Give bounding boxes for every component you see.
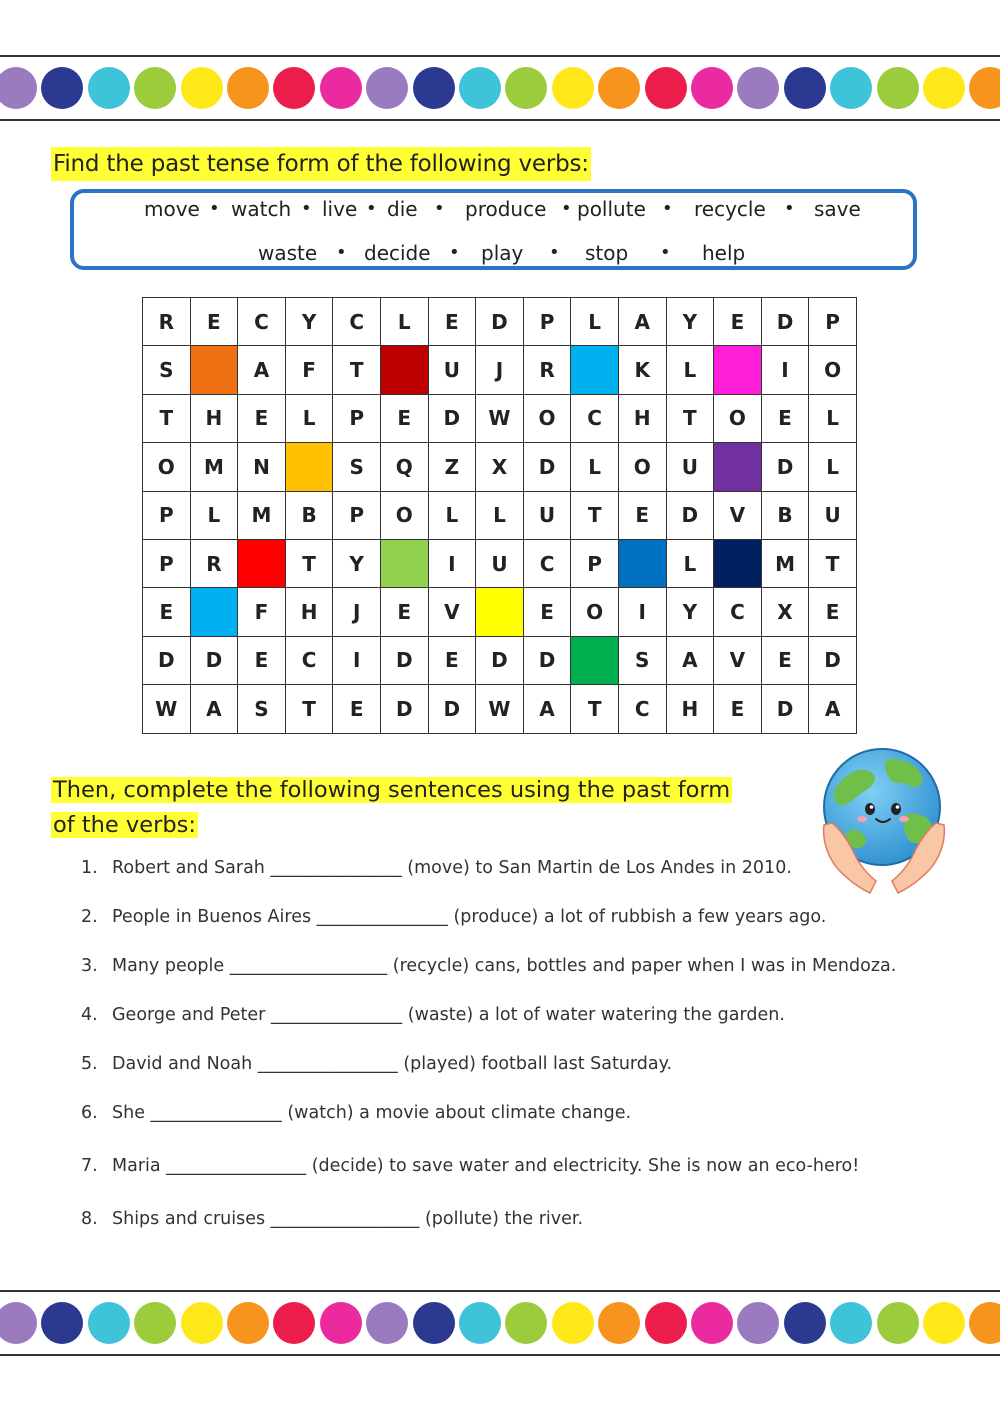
verb: stop — [585, 241, 629, 265]
grid-letter-cell[interactable]: A — [523, 685, 571, 733]
decorative-dot — [41, 67, 83, 109]
grid-letter-cell[interactable]: W — [476, 685, 524, 733]
grid-letter-cell[interactable]: D — [761, 298, 809, 346]
grid-letter-cell[interactable]: T — [571, 685, 619, 733]
bullet-separator: • — [366, 198, 377, 219]
decorative-dot — [134, 1302, 176, 1344]
grid-letter-cell[interactable]: W — [476, 394, 524, 442]
grid-color-cell[interactable] — [380, 346, 428, 394]
grid-letter-cell[interactable]: E — [380, 394, 428, 442]
grid-letter-cell[interactable]: C — [238, 298, 286, 346]
find-heading: Find the past tense form of the following verbs: — [51, 147, 591, 181]
sentence-item: 3. Many people __________________ (recycle) cans, bottles and paper when I was in Mendoza. — [81, 956, 897, 976]
grid-letter-cell[interactable]: E — [761, 394, 809, 442]
decorative-dot — [830, 1302, 872, 1344]
verb: move — [144, 197, 200, 221]
bullet-separator: • — [662, 198, 673, 219]
decorative-dot — [552, 1302, 594, 1344]
grid-letter-cell[interactable]: P — [333, 491, 381, 539]
grid-letter-cell[interactable]: W — [143, 685, 191, 733]
decorative-dot — [181, 1302, 223, 1344]
grid-letter-cell[interactable]: P — [143, 539, 191, 587]
top-dot-border — [0, 55, 1000, 121]
grid-letter-cell[interactable]: E — [714, 298, 762, 346]
grid-color-cell[interactable] — [714, 443, 762, 491]
sentence-item: 1. Robert and Sarah _______________ (move) to San Martin de Los Andes in 2010. — [81, 858, 792, 878]
decorative-dot — [0, 1302, 37, 1344]
grid-letter-cell[interactable]: S — [238, 685, 286, 733]
decorative-dot — [413, 1302, 455, 1344]
verb: decide — [364, 241, 431, 265]
grid-letter-cell[interactable]: C — [523, 539, 571, 587]
grid-letter-cell[interactable]: T — [285, 539, 333, 587]
grid-letter-cell[interactable]: U — [809, 491, 857, 539]
decorative-dot — [923, 1302, 965, 1344]
grid-letter-cell[interactable]: D — [666, 491, 714, 539]
grid-color-cell[interactable] — [380, 539, 428, 587]
grid-letter-cell[interactable]: O — [380, 491, 428, 539]
word-search-grid — [142, 297, 857, 734]
grid-row — [143, 394, 857, 442]
grid-letter-cell[interactable]: F — [238, 588, 286, 636]
decorative-dot — [923, 67, 965, 109]
bullet-separator: • — [784, 198, 795, 219]
grid-color-cell[interactable] — [571, 346, 619, 394]
grid-letter-cell[interactable]: H — [666, 685, 714, 733]
decorative-dot — [737, 1302, 779, 1344]
grid-letter-cell[interactable]: E — [761, 636, 809, 684]
decorative-dot — [366, 67, 408, 109]
decorative-dot — [459, 67, 501, 109]
bullet-separator: • — [336, 242, 347, 263]
grid-letter-cell[interactable]: A — [238, 346, 286, 394]
grid-letter-cell[interactable]: C — [285, 636, 333, 684]
grid-row — [143, 685, 857, 733]
grid-letter-cell[interactable]: O — [714, 394, 762, 442]
decorative-dot — [877, 67, 919, 109]
grid-letter-cell[interactable]: P — [571, 539, 619, 587]
grid-letter-cell[interactable]: L — [190, 491, 238, 539]
grid-letter-cell[interactable]: C — [571, 394, 619, 442]
grid-letter-cell[interactable]: A — [618, 298, 666, 346]
bullet-separator: • — [561, 198, 572, 219]
grid-letter-cell[interactable]: E — [238, 636, 286, 684]
grid-letter-cell[interactable]: Y — [333, 539, 381, 587]
decorative-dot — [88, 67, 130, 109]
decorative-dot — [784, 67, 826, 109]
grid-letter-cell[interactable]: D — [190, 636, 238, 684]
grid-letter-cell[interactable]: A — [666, 636, 714, 684]
grid-letter-cell[interactable]: Q — [380, 443, 428, 491]
grid-letter-cell[interactable]: C — [333, 298, 381, 346]
grid-letter-cell[interactable]: L — [380, 298, 428, 346]
decorative-dot — [691, 67, 733, 109]
grid-letter-cell[interactable]: O — [618, 443, 666, 491]
decorative-dot — [552, 67, 594, 109]
grid-color-cell[interactable] — [714, 346, 762, 394]
grid-letter-cell[interactable]: D — [380, 636, 428, 684]
grid-letter-cell[interactable]: C — [618, 685, 666, 733]
grid-letter-cell[interactable]: L — [428, 491, 476, 539]
grid-row — [143, 636, 857, 684]
bullet-separator: • — [209, 198, 220, 219]
grid-letter-cell[interactable]: V — [714, 491, 762, 539]
grid-color-cell[interactable] — [618, 539, 666, 587]
grid-letter-cell[interactable]: E — [428, 298, 476, 346]
grid-letter-cell[interactable]: O — [143, 443, 191, 491]
grid-letter-cell[interactable]: D — [143, 636, 191, 684]
sentence-item: 4. George and Peter _______________ (waste) a lot of water watering the garden. — [81, 1005, 785, 1025]
grid-letter-cell[interactable]: A — [809, 685, 857, 733]
sentence-item: 8. Ships and cruises _________________ (pollute) the river. — [81, 1209, 584, 1229]
decorative-dot — [645, 67, 687, 109]
grid-letter-cell[interactable]: R — [190, 539, 238, 587]
grid-letter-cell[interactable]: I — [333, 636, 381, 684]
verb: produce — [465, 197, 547, 221]
grid-letter-cell[interactable]: S — [618, 636, 666, 684]
grid-letter-cell[interactable]: D — [428, 685, 476, 733]
grid-letter-cell[interactable]: E — [618, 491, 666, 539]
verb: play — [481, 241, 524, 265]
verb: pollute — [577, 197, 646, 221]
decorative-dot — [413, 67, 455, 109]
grid-letter-cell[interactable]: U — [666, 443, 714, 491]
decorative-dot — [320, 67, 362, 109]
grid-letter-cell[interactable]: L — [809, 443, 857, 491]
grid-letter-cell[interactable]: Y — [285, 298, 333, 346]
grid-letter-cell[interactable]: S — [333, 443, 381, 491]
grid-color-cell[interactable] — [476, 588, 524, 636]
grid-color-cell[interactable] — [285, 443, 333, 491]
decorative-dot — [598, 67, 640, 109]
grid-letter-cell[interactable]: L — [571, 443, 619, 491]
grid-letter-cell[interactable]: E — [523, 588, 571, 636]
decorative-dot — [88, 1302, 130, 1344]
grid-letter-cell[interactable]: I — [428, 539, 476, 587]
grid-letter-cell[interactable]: L — [666, 539, 714, 587]
grid-letter-cell[interactable]: T — [571, 491, 619, 539]
grid-letter-cell[interactable]: P — [333, 394, 381, 442]
grid-letter-cell[interactable]: D — [523, 636, 571, 684]
grid-letter-cell[interactable]: O — [571, 588, 619, 636]
verb: waste — [258, 241, 318, 265]
grid-color-cell[interactable] — [190, 588, 238, 636]
bullet-separator: • — [434, 198, 445, 219]
grid-letter-cell[interactable]: E — [714, 685, 762, 733]
grid-letter-cell[interactable]: V — [714, 636, 762, 684]
decorative-dot — [0, 67, 37, 109]
grid-color-cell[interactable] — [238, 539, 286, 587]
grid-letter-cell[interactable]: H — [190, 394, 238, 442]
grid-letter-cell[interactable]: B — [285, 491, 333, 539]
decorative-dot — [320, 1302, 362, 1344]
grid-letter-cell[interactable]: N — [238, 443, 286, 491]
sentence-item: 7. Maria ________________ (decide) to save water and electricity. She is now an eco-hero! — [81, 1156, 860, 1176]
grid-letter-cell[interactable]: T — [143, 394, 191, 442]
grid-letter-cell[interactable]: H — [618, 394, 666, 442]
grid-letter-cell[interactable]: E — [238, 394, 286, 442]
complete-heading-wrap — [51, 773, 751, 843]
grid-letter-cell[interactable]: D — [476, 636, 524, 684]
sentence-item: 6. She _______________ (watch) a movie about climate change. — [81, 1103, 632, 1123]
verb: live — [322, 197, 358, 221]
decorative-dot — [273, 1302, 315, 1344]
grid-letter-cell[interactable]: P — [523, 298, 571, 346]
decorative-dot — [505, 1302, 547, 1344]
decorative-dot — [645, 1302, 687, 1344]
grid-letter-cell[interactable]: M — [190, 443, 238, 491]
decorative-dot — [366, 1302, 408, 1344]
grid-letter-cell[interactable]: K — [618, 346, 666, 394]
grid-letter-cell[interactable]: F — [285, 346, 333, 394]
grid-row — [143, 298, 857, 346]
decorative-dot — [969, 67, 1000, 109]
grid-letter-cell[interactable]: U — [476, 539, 524, 587]
grid-letter-cell[interactable]: A — [190, 685, 238, 733]
decorative-dot — [877, 1302, 919, 1344]
grid-letter-cell[interactable]: D — [761, 443, 809, 491]
grid-letter-cell[interactable]: T — [333, 346, 381, 394]
grid-letter-cell[interactable]: L — [476, 491, 524, 539]
grid-letter-cell[interactable]: X — [476, 443, 524, 491]
grid-letter-cell[interactable]: T — [666, 394, 714, 442]
verb: die — [387, 197, 418, 221]
grid-color-cell[interactable] — [190, 346, 238, 394]
grid-letter-cell[interactable]: R — [143, 298, 191, 346]
grid-letter-cell[interactable]: V — [428, 588, 476, 636]
decorative-dot — [830, 67, 872, 109]
grid-letter-cell[interactable]: T — [809, 539, 857, 587]
grid-letter-cell[interactable]: H — [285, 588, 333, 636]
grid-letter-cell[interactable]: M — [238, 491, 286, 539]
decorative-dot — [227, 1302, 269, 1344]
grid-letter-cell[interactable]: B — [761, 491, 809, 539]
grid-letter-cell[interactable]: U — [428, 346, 476, 394]
grid-row — [143, 588, 857, 636]
grid-letter-cell[interactable]: Y — [666, 298, 714, 346]
verb: save — [814, 197, 861, 221]
grid-color-cell[interactable] — [714, 539, 762, 587]
earth-in-hands-icon — [818, 745, 950, 895]
grid-letter-cell[interactable]: Z — [428, 443, 476, 491]
grid-letter-cell[interactable]: E — [809, 588, 857, 636]
grid-letter-cell[interactable]: I — [618, 588, 666, 636]
grid-letter-cell[interactable]: X — [761, 588, 809, 636]
grid-letter-cell[interactable]: L — [285, 394, 333, 442]
verb-list-box — [70, 189, 917, 270]
grid-row — [143, 491, 857, 539]
grid-letter-cell[interactable]: L — [571, 298, 619, 346]
decorative-dot — [227, 67, 269, 109]
decorative-dot — [181, 67, 223, 109]
grid-letter-cell[interactable]: D — [428, 394, 476, 442]
grid-letter-cell[interactable]: U — [523, 491, 571, 539]
sentence-item: 5. David and Noah ________________ (played) football last Saturday. — [81, 1054, 673, 1074]
grid-letter-cell[interactable]: L — [809, 394, 857, 442]
grid-letter-cell[interactable]: P — [143, 491, 191, 539]
decorative-dot — [598, 1302, 640, 1344]
verb: watch — [231, 197, 292, 221]
decorative-dot — [273, 67, 315, 109]
grid-letter-cell[interactable]: S — [143, 346, 191, 394]
grid-letter-cell[interactable]: E — [333, 685, 381, 733]
grid-letter-cell[interactable]: T — [285, 685, 333, 733]
grid-row — [143, 346, 857, 394]
grid-letter-cell[interactable]: J — [333, 588, 381, 636]
grid-letter-cell[interactable]: O — [809, 346, 857, 394]
grid-letter-cell[interactable]: L — [666, 346, 714, 394]
grid-letter-cell[interactable]: R — [523, 346, 571, 394]
grid-letter-cell[interactable]: D — [476, 298, 524, 346]
bottom-dot-border — [0, 1290, 1000, 1356]
grid-letter-cell[interactable]: D — [761, 685, 809, 733]
decorative-dot — [459, 1302, 501, 1344]
grid-row — [143, 539, 857, 587]
grid-color-cell[interactable] — [571, 636, 619, 684]
decorative-dot — [737, 67, 779, 109]
grid-letter-cell[interactable]: E — [143, 588, 191, 636]
grid-letter-cell[interactable]: P — [809, 298, 857, 346]
grid-letter-cell[interactable]: D — [523, 443, 571, 491]
bullet-separator: • — [449, 242, 460, 263]
decorative-dot — [969, 1302, 1000, 1344]
grid-letter-cell[interactable]: M — [761, 539, 809, 587]
verb: recycle — [694, 197, 766, 221]
grid-letter-cell[interactable]: E — [380, 588, 428, 636]
grid-letter-cell[interactable]: O — [523, 394, 571, 442]
decorative-dot — [691, 1302, 733, 1344]
grid-letter-cell[interactable]: I — [761, 346, 809, 394]
decorative-dot — [505, 67, 547, 109]
decorative-dot — [134, 67, 176, 109]
bullet-separator: • — [660, 242, 671, 263]
bullet-separator: • — [549, 242, 560, 263]
grid-letter-cell[interactable]: E — [428, 636, 476, 684]
grid-letter-cell[interactable]: E — [190, 298, 238, 346]
sentence-item: 2. People in Buenos Aires _______________ (produce) a lot of rubbish a few years ago. — [81, 907, 827, 927]
grid-letter-cell[interactable]: J — [476, 346, 524, 394]
complete-heading: Then, complete the following sentences using the past form of the verbs: — [53, 777, 731, 838]
verb: help — [702, 241, 746, 265]
bullet-separator: • — [301, 198, 312, 219]
grid-letter-cell[interactable]: D — [380, 685, 428, 733]
grid-row — [143, 443, 857, 491]
grid-letter-cell[interactable]: Y — [666, 588, 714, 636]
grid-letter-cell[interactable]: C — [714, 588, 762, 636]
decorative-dot — [41, 1302, 83, 1344]
decorative-dot — [784, 1302, 826, 1344]
grid-letter-cell[interactable]: D — [809, 636, 857, 684]
